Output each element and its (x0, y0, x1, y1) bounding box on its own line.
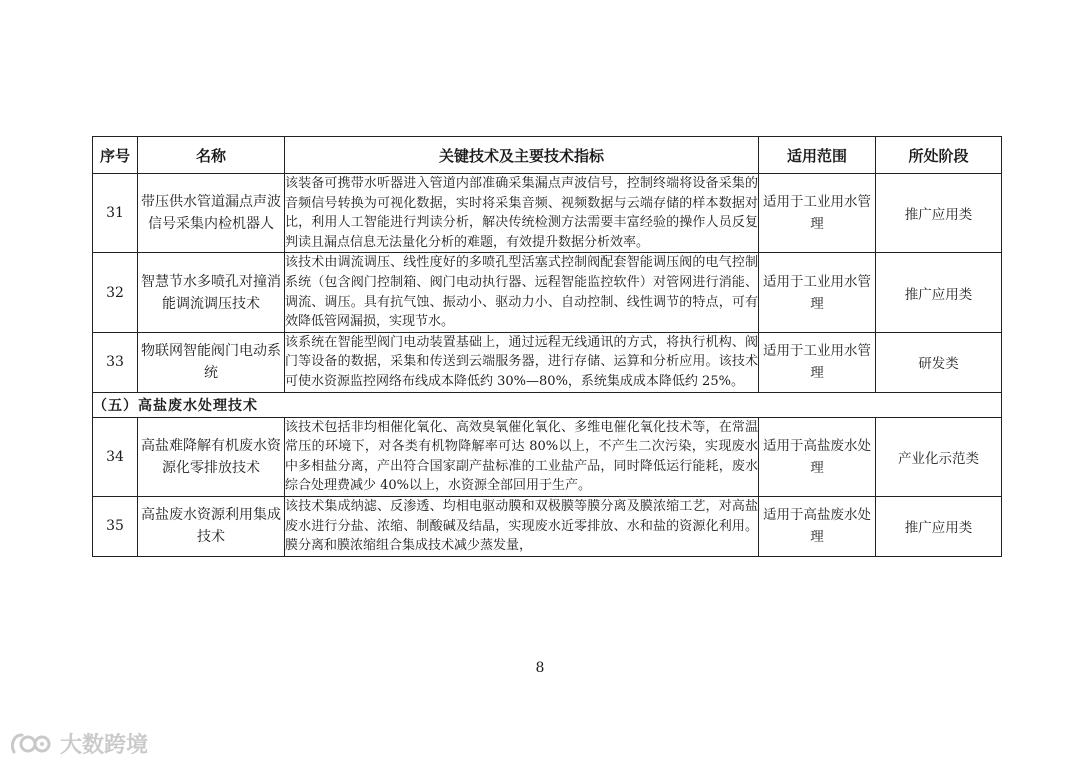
header-name: 名称 (138, 137, 285, 174)
row-desc: 该技术集成纳滤、反渗透、均相电驱动膜和双极膜等膜分离及膜浓缩工艺，对高盐废水进行分盐、浓缩、制酸碱及结晶，实现废水近零排放、水和盐的资源化利用。膜分离和膜浓缩组合集成技术减少蒸发量， (285, 496, 759, 556)
row-stage: 推广应用类 (876, 496, 1002, 556)
watermark (8, 728, 148, 759)
table-row (93, 332, 1002, 392)
table-row (93, 496, 1002, 556)
table-row (93, 253, 1002, 332)
row-name: 高盐难降解有机废水资源化零排放技术 (138, 417, 285, 496)
row-no: 31 (93, 174, 138, 253)
row-stage: 研发类 (876, 332, 1002, 392)
row-name: 高盐废水资源利用集成技术 (138, 496, 285, 556)
watermark-text: 大数跨境 (60, 733, 149, 758)
row-scope: 适用于高盐废水处理 (759, 496, 876, 556)
header-scope: 适用范围 (759, 137, 876, 174)
row-desc: 该技术由调流调压、线性度好的多喷孔型活塞式控制阀配套智能调压阀的电气控制系统（包含阀门控制箱、阀门电动执行器、远程智能监控软件）对管网进行消能、调流、调压。具有抗气蚀、振动小、驱动力小、自动控制、线性调节的特点，可有效降低管网漏损，实现节水。 (285, 253, 759, 332)
row-scope: 适用于高盐废水处理 (759, 417, 876, 496)
table-header-row (93, 137, 1002, 174)
row-no: 32 (93, 253, 138, 332)
row-scope: 适用于工业用水管理 (759, 332, 876, 392)
row-stage: 产业化示范类 (876, 417, 1002, 496)
row-stage: 推广应用类 (876, 253, 1002, 332)
watermark-logo-icon (8, 730, 54, 758)
tech-table (92, 136, 1002, 557)
row-desc: 该技术包括非均相催化氧化、高效臭氧催化氧化、多维电催化氧化技术等，在常温常压的环境下，对各类有机物降解率可达 80%以上，不产生二次污染，实现废水中多相盐分离，产出符合国家副产盐标准的工业盐产品，同时降低运行能耗，废水综合处理费减少 40%以上，水资源全部回用于生产。 (285, 417, 759, 496)
section-row (93, 392, 1002, 417)
page-number: 8 (535, 660, 545, 676)
row-name: 智慧节水多喷孔对撞消能调流调压技术 (138, 253, 285, 332)
row-desc: 该系统在智能型阀门电动装置基础上，通过远程无线通讯的方式，将执行机构、阀门等设备的数据，采集和传送到云端服务器，进行存储、运算和分析应用。该技术可使水资源监控网络布线成本降低约 30%—80%，系统集成成本降低约 25%。 (285, 332, 759, 392)
row-desc: 该装备可携带水听器进入管道内部准确采集漏点声波信号，控制终端将设备采集的音频信号转换为可视化数据，实时将采集音频、视频数据与云端存储的样本数据对比，利用人工智能进行判读分析，解决传统检测方法需要丰富经验的操作人员反复判读且漏点信息无法量化分析的难题，有效提升数据分析效率。 (285, 174, 759, 253)
row-no: 33 (93, 332, 138, 392)
row-name: 带压供水管道漏点声波信号采集内检机器人 (138, 174, 285, 253)
row-stage: 推广应用类 (876, 174, 1002, 253)
table-row (93, 417, 1002, 496)
section-title: （五）高盐废水处理技术 (93, 392, 1002, 417)
table-row (93, 174, 1002, 253)
row-scope: 适用于工业用水管理 (759, 174, 876, 253)
row-no: 34 (93, 417, 138, 496)
row-scope: 适用于工业用水管理 (759, 253, 876, 332)
row-no: 35 (93, 496, 138, 556)
header-stage: 所处阶段 (876, 137, 1002, 174)
row-name: 物联网智能阀门电动系统 (138, 332, 285, 392)
header-no: 序号 (93, 137, 138, 174)
header-desc: 关键技术及主要技术指标 (285, 137, 759, 174)
